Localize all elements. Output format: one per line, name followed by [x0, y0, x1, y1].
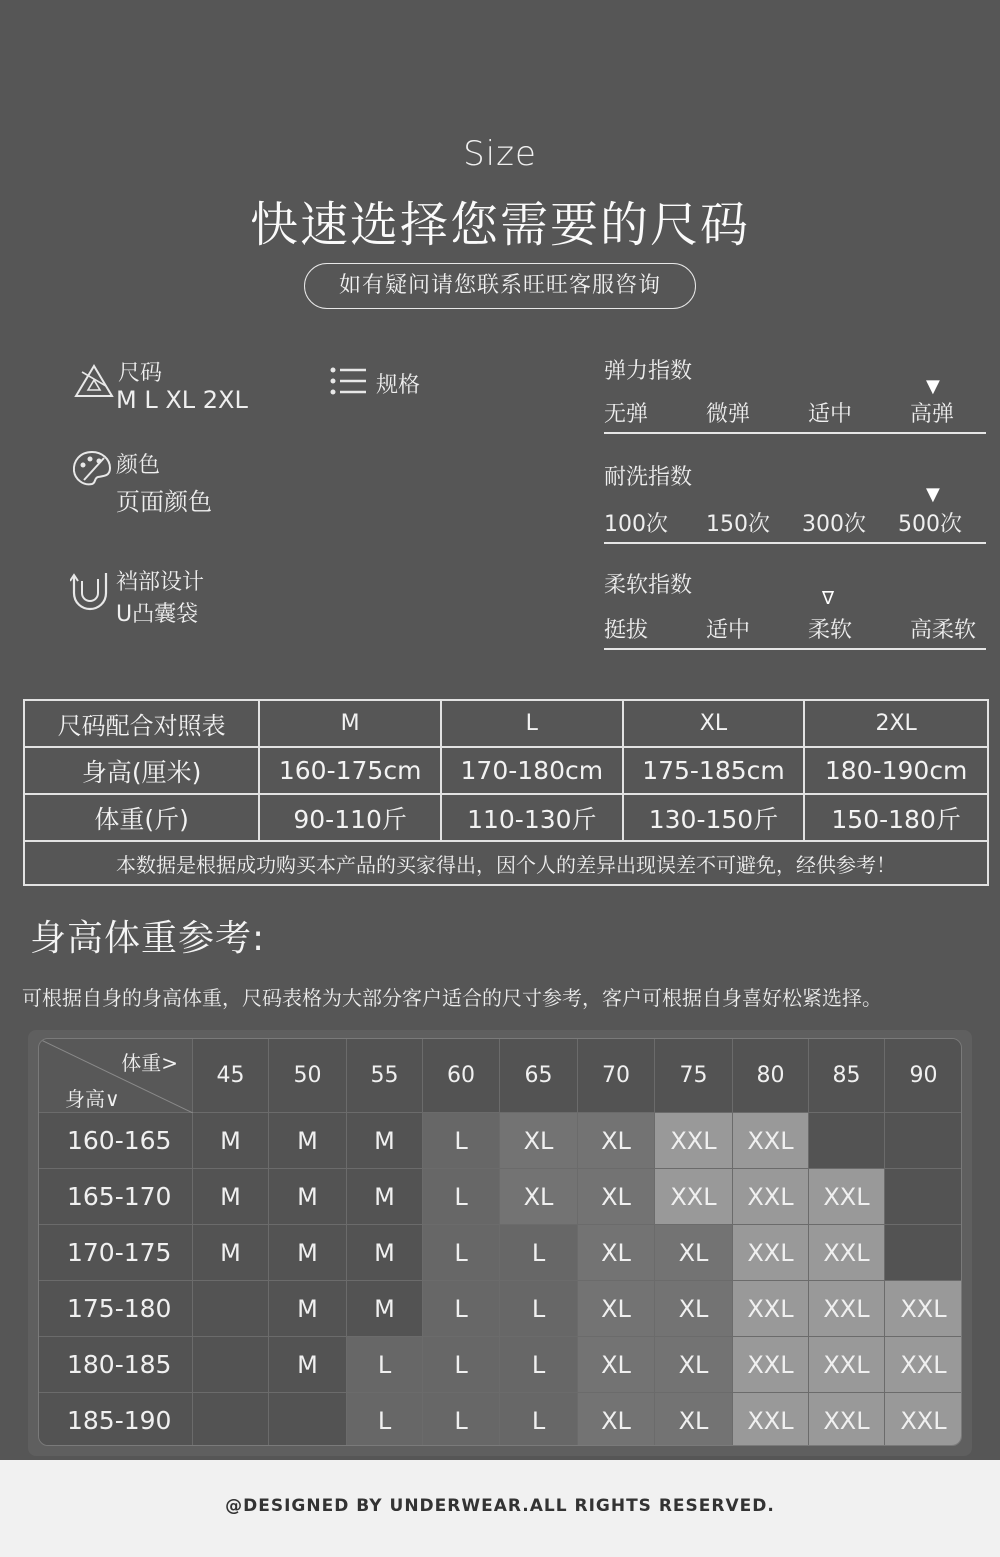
grid-size-cell: XXL — [885, 1393, 962, 1446]
table-cell: 160-175cm — [259, 747, 441, 794]
index-option: 无弹 — [604, 402, 649, 427]
height-weight-grid — [38, 1038, 962, 1446]
grid-size-cell: XL — [655, 1393, 733, 1446]
grid-height-header: 175-180 — [39, 1281, 193, 1337]
grid-size-cell: XXL — [655, 1113, 733, 1169]
selected-marker-icon: ▼ — [926, 484, 940, 505]
grid-weight-header: 60 — [423, 1039, 500, 1113]
grid-size-cell: XL — [578, 1281, 655, 1337]
index-option: 适中 — [706, 618, 751, 643]
grid-size-cell — [193, 1337, 269, 1393]
index-option: 微弹 — [706, 402, 751, 427]
index-options — [604, 400, 986, 434]
table-cell: 130-150斤 — [623, 794, 805, 841]
table-cell: 175-185cm — [623, 747, 805, 794]
grid-height-header: 180-185 — [39, 1337, 193, 1393]
spec-size — [72, 356, 292, 420]
grid-height-header: 170-175 — [39, 1225, 193, 1281]
grid-weight-header: 45 — [193, 1039, 269, 1113]
grid-size-cell: L — [500, 1393, 578, 1446]
index-option: 100次 — [604, 512, 668, 537]
index-option: 适中 — [808, 402, 853, 427]
table-header-cell: L — [441, 700, 623, 747]
grid-height-header: 185-190 — [39, 1393, 193, 1446]
grid-size-cell: XL — [578, 1337, 655, 1393]
index-option: 高柔软 — [910, 618, 977, 643]
grid-weight-header: 85 — [809, 1039, 885, 1113]
grid-weight-header: 55 — [347, 1039, 423, 1113]
grid-size-cell: XXL — [885, 1281, 962, 1337]
size-label: 尺码 — [118, 361, 163, 386]
grid-size-cell: XXL — [733, 1169, 809, 1225]
table-cell: 170-180cm — [441, 747, 623, 794]
grid-weight-header: 50 — [269, 1039, 347, 1113]
table-row-label: 身高(厘米) — [24, 747, 259, 794]
page-title: 快速选择您需要的尺码 — [249, 197, 750, 253]
elasticity-index — [604, 354, 986, 436]
color-value: 页面颜色 — [116, 488, 212, 516]
spec-crotch — [70, 565, 290, 635]
table-cell: 90-110斤 — [259, 794, 441, 841]
grid-height-header: 160-165 — [39, 1113, 193, 1169]
size-value: M L XL 2XL — [116, 386, 248, 414]
table-note-row — [24, 841, 988, 885]
grid-size-cell: XXL — [733, 1113, 809, 1169]
grid-size-cell: L — [423, 1337, 500, 1393]
grid-size-cell: L — [423, 1225, 500, 1281]
grid-size-cell: XL — [578, 1393, 655, 1446]
grid-size-cell: L — [423, 1281, 500, 1337]
footer-text: @DESIGNED BY UNDERWEAR.ALL RIGHTS RESERVED. — [225, 1496, 775, 1516]
size-chart-table — [23, 699, 989, 886]
index-option: 高弹 — [910, 402, 955, 427]
header-kicker: Size — [463, 134, 537, 174]
table-row-label: 体重(斤) — [24, 794, 259, 841]
grid-size-cell — [269, 1393, 347, 1446]
grid-size-cell: XXL — [733, 1337, 809, 1393]
spec-color — [70, 448, 290, 518]
grid-size-cell: XL — [655, 1337, 733, 1393]
grid-size-cell: M — [269, 1113, 347, 1169]
grid-size-cell: XL — [500, 1169, 578, 1225]
crotch-value: U凸囊袋 — [116, 602, 199, 627]
grid-weight-header: 90 — [885, 1039, 962, 1113]
grid-size-cell — [885, 1113, 962, 1169]
contact-service-pill[interactable]: 如有疑问请您联系旺旺客服咨询 — [304, 263, 696, 309]
grid-size-cell: XXL — [809, 1281, 885, 1337]
grid-size-cell: XXL — [809, 1169, 885, 1225]
grid-size-cell: XL — [655, 1225, 733, 1281]
index-option: 柔软 — [808, 618, 853, 643]
table-cell: 180-190cm — [804, 747, 988, 794]
grid-size-cell — [885, 1225, 962, 1281]
grid-size-cell: L — [347, 1337, 423, 1393]
table-header-cell: 尺码配合对照表 — [24, 700, 259, 747]
grid-weight-header: 75 — [655, 1039, 733, 1113]
index-option: 挺拔 — [604, 618, 649, 643]
grid-size-cell — [885, 1169, 962, 1225]
grid-size-cell: XXL — [809, 1337, 885, 1393]
softness-index — [604, 568, 986, 654]
grid-size-cell: L — [500, 1225, 578, 1281]
table-row — [24, 747, 988, 794]
grid-size-cell: M — [269, 1281, 347, 1337]
index-title: 耐洗指数 — [604, 465, 693, 490]
grid-weight-header: 70 — [578, 1039, 655, 1113]
grid-size-cell: XL — [578, 1113, 655, 1169]
grid-size-cell: M — [347, 1113, 423, 1169]
grid-size-cell: L — [500, 1337, 578, 1393]
grid-height-header: 165-170 — [39, 1169, 193, 1225]
grid-size-cell: XXL — [655, 1169, 733, 1225]
table-row — [24, 794, 988, 841]
spec-label: 规格 — [376, 373, 421, 398]
grid-size-cell: M — [347, 1169, 423, 1225]
selected-marker-icon: ▼ — [926, 376, 940, 397]
footer — [0, 1460, 1000, 1557]
index-option: 150次 — [706, 512, 770, 537]
spec-spec — [328, 364, 458, 404]
index-option: 300次 — [802, 512, 866, 537]
grid-size-cell: XXL — [733, 1225, 809, 1281]
table-note: 本数据是根据成功购买本产品的买家得出，因个人的差异出现误差不可避免，经供参考！ — [24, 841, 988, 885]
index-title: 弹力指数 — [604, 359, 693, 384]
grid-size-cell: M — [269, 1225, 347, 1281]
grid-size-cell: M — [193, 1113, 269, 1169]
grid-size-cell: M — [269, 1169, 347, 1225]
grid-size-cell: M — [193, 1169, 269, 1225]
grid-size-cell: M — [193, 1225, 269, 1281]
grid-weight-header: 80 — [733, 1039, 809, 1113]
index-options — [604, 616, 986, 650]
table-cell: 110-130斤 — [441, 794, 623, 841]
index-option: 500次 — [898, 512, 962, 537]
ruler-triangle-icon — [72, 360, 116, 404]
selected-marker-icon: ∇ — [822, 588, 835, 609]
grid-size-cell: XXL — [733, 1393, 809, 1446]
list-icon — [328, 364, 372, 408]
grid-size-cell: XXL — [809, 1225, 885, 1281]
grid-size-cell: XL — [500, 1113, 578, 1169]
grid-size-cell: XL — [578, 1169, 655, 1225]
reference-title: 身高体重参考: — [30, 918, 266, 959]
grid-size-cell: L — [347, 1393, 423, 1446]
grid-size-cell: M — [269, 1337, 347, 1393]
color-label: 颜色 — [116, 453, 161, 478]
corner-height-label: 身高∨ — [65, 1087, 120, 1111]
reference-description: 可根据自身的身高体重，尺码表格为大部分客户适合的尺寸参考，客户可根据自身喜好松紧选择。 — [22, 986, 882, 1010]
index-title: 柔软指数 — [604, 573, 693, 598]
grid-size-cell: L — [423, 1113, 500, 1169]
grid-weight-header: 65 — [500, 1039, 578, 1113]
table-header-cell: 2XL — [804, 700, 988, 747]
grid-size-cell: XXL — [809, 1393, 885, 1446]
grid-size-cell: M — [347, 1281, 423, 1337]
grid-size-cell: L — [423, 1169, 500, 1225]
grid-size-cell: L — [500, 1281, 578, 1337]
index-options — [604, 510, 986, 544]
table-header-cell: XL — [623, 700, 805, 747]
grid-size-cell: XXL — [885, 1337, 962, 1393]
grid-corner — [39, 1039, 193, 1113]
grid-size-cell: M — [347, 1225, 423, 1281]
grid-size-cell: XXL — [733, 1281, 809, 1337]
corner-weight-label: 体重> — [121, 1051, 178, 1075]
grid-size-cell: XL — [578, 1225, 655, 1281]
crotch-label: 裆部设计 — [116, 570, 205, 595]
palette-icon — [70, 448, 114, 492]
table-header-cell: M — [259, 700, 441, 747]
grid-size-cell — [193, 1281, 269, 1337]
table-cell: 150-180斤 — [804, 794, 988, 841]
wash-index — [604, 460, 986, 546]
u-shape-icon — [70, 567, 114, 611]
grid-size-cell — [193, 1393, 269, 1446]
grid-size-cell — [809, 1113, 885, 1169]
grid-size-cell: L — [423, 1393, 500, 1446]
grid-size-cell: XL — [655, 1281, 733, 1337]
table-header-row — [24, 700, 988, 747]
